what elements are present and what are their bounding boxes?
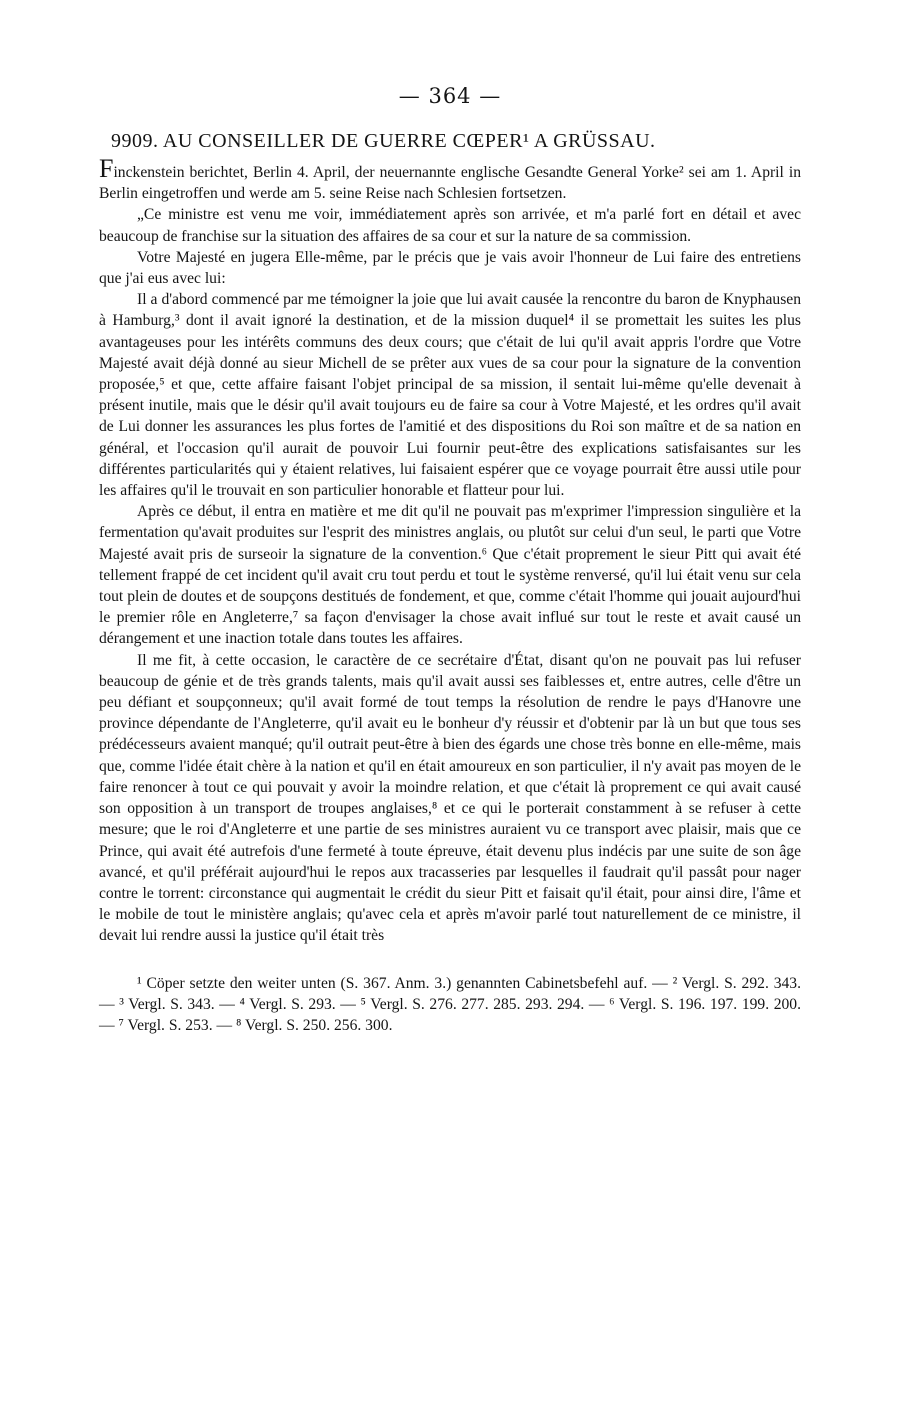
paragraph: Après ce début, il entra en matière et me dit qu'il ne pouvait pas m'exprimer l'impression singulière et la fermentation qu'avait produites sur l'esprit des ministres anglais, ou plutôt sur celui d'un seul, le parti que Votre Majesté avait pris de surseoir la signature de la convention.⁶ Que c'était proprement le sieur Pitt qui avait été tellement frappé de cet incident qu'il avait cru tout perdu et tout le système renversé, qu'il lui était venu sur cela tout plein de doutes et de soupçons destitués de fondement, et que, comme c'était l'homme qui jouait aujourd'hui le premier rôle en Angleterre,⁷ sa façon d'envisager la chose avait influé sur tout le reste et avait causé un dérangement et une inaction totale dans toutes les affaires. (99, 503, 801, 648)
body-text (99, 154, 801, 947)
document-heading: 9909. AU CONSEILLER DE GUERRE CŒPER¹ A GRÜSSAU. (111, 130, 656, 152)
footnote-text: ¹ Cöper setzte den weiter unten (S. 367. Anm. 3.) genannten Cabinetsbefehl auf. — ² Vergl. S. 292. 343. — ³ Vergl. S. 343. — ⁴ Vergl. S. 293. — ⁵ Vergl. S. 276. 277. 285. 293. 294. — ⁶ Vergl. S. 196. 197. 199. 200. — ⁷ Vergl. S. 253. — ⁸ Vergl. S. 250. 256. 300. (99, 974, 801, 1034)
paragraph: Il a d'abord commencé par me témoigner la joie que lui avait causée la rencontre du baron de Knyphausen à Hamburg,³ dont il avait ignoré la destination, et de la mission duquel⁴ il se promettait les suites les plus avantageuses pour les intérêts communs des deux cours; que c'était de lui qu'il avait appris l'ordre que Votre Majesté avait déjà donné au sieur Michell de se prêter aux vues de sa cour pour la signature de la convention proposée,⁵ et que, cette affaire faisant l'objet principal de sa mission, il sentait lui-même qu'elle devenait à présent inutile, mais que le désir qu'il avait toujours eu de faire sa cour à Votre Majesté, et les ordres qu'il avait de Lui donner les assurances les plus fortes de l'amitié et des dispositions du Roi son maître et de sa nation en général, et l'occasion qu'il aurait de pouvoir Lui fournir peut-être des explications satisfaisantes sur les différentes particularités qui y étaient relatives, lui faisaient espérer que ce voyage pourrait être aussi utile pour les affaires qu'il le trouvait en son particulier honorable et flatteur pour lui. (99, 291, 801, 500)
paragraph: Votre Majesté en jugera Elle-même, par le précis que je vais avoir l'honneur de Lui faire des entretiens que j'ai eus avec lui: (99, 248, 801, 288)
drop-cap: F (99, 154, 114, 183)
page-number: — 364 — (398, 84, 502, 108)
footnotes (99, 973, 801, 1037)
paragraph-text: inckenstein berichtet, Berlin 4. April, der neuernannte englische Gesandte General Yorke² sei am 1. April in Berlin eingetroffen und werde am 5. seine Reise nach Schlesien fortsetzen. (99, 164, 801, 203)
page (99, 84, 801, 1036)
paragraph: Il me fit, à cette occasion, le caractère de ce secrétaire d'État, disant qu'on ne pouvait pas lui refuser beaucoup de génie et de très grands talents, mais qu'il avait aussi ses faiblesses et, entre autres, celle d'être un peu défiant et soupçonneux; qu'il avait formé de tout temps la résolution de rendre le pays d'Hanovre une province dépendante de l'Angleterre, qu'il avait eu le bonheur d'y réussir et d'obtenir par là un but que tous ses prédécesseurs avaient manqué; qu'il outrait peut-être à bien des égards une chose très bonne en elle-même, mais que, comme l'idée était chère à la nation et qu'il en était amoureux en son particulier, il n'y avait pas moyen de le faire renoncer à tout ce qui pouvait y avoir la moindre relation, et que c'était là proprement ce qui avait causé son opposition à un transport de troupes anglaises,⁸ et ce qui le porterait constamment à se refuser à cette mesure; que le roi d'Angleterre et une partie de ses ministres auraient vu ce transport avec plaisir, mais que ce Prince, qui avait été autrefois d'une fermeté à toute épreuve, était devenu plus indécis par une suite de son âge avancé, et qu'il préférait aujourd'hui le repos aux tracasseries par lesquelles il faudrait qu'il passât pour nager contre le torrent: circonstance qui augmentait le crédit du sieur Pitt et faisait qu'il était, pour ainsi dire, l'âme et le mobile de tout le ministère anglais; qu'avec cela et après m'avoir parlé tout naturellement de ce ministre, il devait lui rendre aussi la justice qu'il était très (99, 651, 801, 945)
paragraph: „Ce ministre est venu me voir, immédiatement après son arrivée, et m'a parlé fort en détail et avec beaucoup de franchise sur la situation des affaires de sa cour et sur la nature de sa commission. (99, 206, 801, 245)
paragraph (99, 154, 801, 204)
